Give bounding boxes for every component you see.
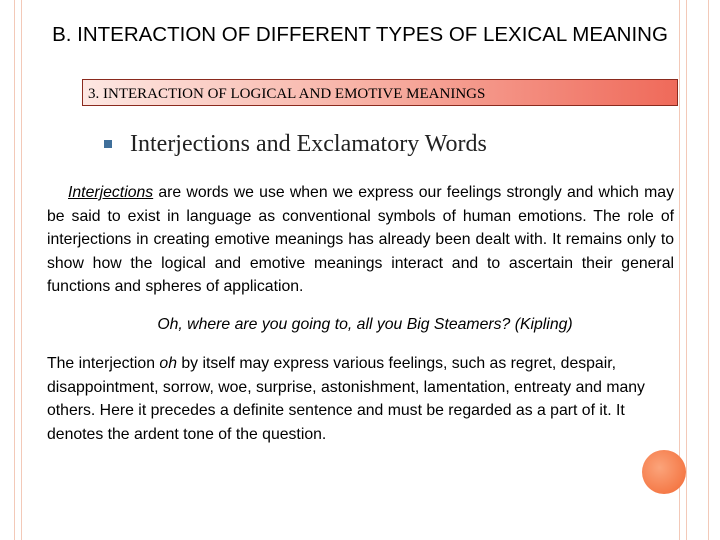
paragraph-interjections <box>47 181 674 299</box>
section-header-text: 3. INTERACTION OF LOGICAL AND EMOTIVE MEANINGS <box>88 86 486 102</box>
right-frame-inner-line <box>686 0 687 540</box>
paragraph-1-text: are words we use when we express our feelings strongly and which may be said to exist in language as conventional symbols of human emotions. The role of interjections in creating emotive meanings has already been dealt with. It remains only to show how the logical and emotive meanings interact and to ascertain their general functions and spheres of application. <box>47 184 674 295</box>
square-bullet-icon <box>104 140 112 148</box>
slide-title: B. INTERACTION OF DIFFERENT TYPES OF LEXICAL MEANING <box>52 22 668 46</box>
example-quote: Oh, where are you going to, all you Big Steamers? (Kipling) <box>157 316 573 333</box>
paragraph-2-after: by itself may express various feelings, such as regret, despair, disappointment, sorrow, woe, surprise, astonishment, lamentation, entreaty and many others. Here it precedes a definite sentence and must be regarded as a part of it. It denotes the ardent tone of the question. <box>47 355 645 443</box>
term-interjections: Interjections <box>68 184 154 201</box>
bullet-heading <box>104 128 487 160</box>
left-frame-decoration <box>14 0 22 540</box>
right-frame-decoration <box>679 0 709 540</box>
term-oh: oh <box>159 355 177 372</box>
bullet-heading-text: Interjections and Exclamatory Words <box>130 131 487 157</box>
orange-circle-icon <box>642 450 686 494</box>
paragraph-oh <box>47 352 674 446</box>
paragraph-2-before: The interjection <box>47 355 160 372</box>
